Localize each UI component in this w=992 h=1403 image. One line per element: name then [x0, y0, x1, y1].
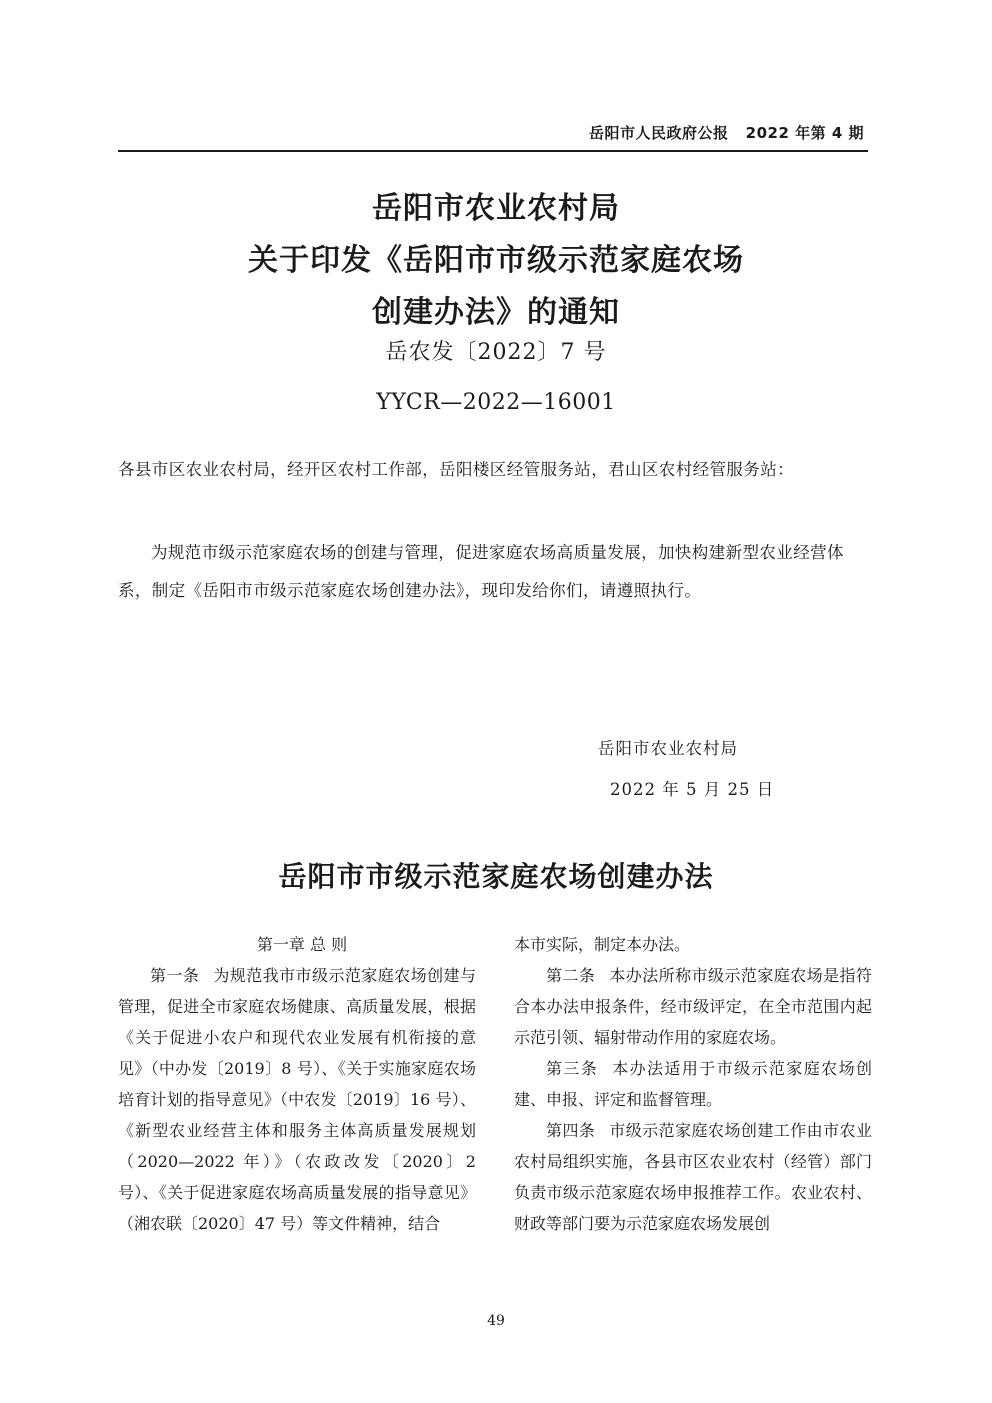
article-3 — [514, 1053, 872, 1115]
article-text: 本办法适用于市级示范家庭农场创建、申报、评定和监督管理。 — [514, 1059, 872, 1109]
page-number: 49 — [487, 1313, 505, 1329]
notice-body: 为规范市级示范家庭农场的创建与管理，促进家庭农场高质量发展，加快构建新型农业经营体系，制定《岳阳市市级示范家庭农场创建办法》，现印发给你们，请遵照执行。 — [118, 543, 844, 600]
notice-title-line: 岳阳市农业农村局 — [372, 191, 620, 226]
measures-title: 岳阳市市级示范家庭农场创建办法 — [278, 860, 714, 893]
addressee: 各县市区农业农村局，经开区农村工作部，岳阳楼区经管服务站，君山区农村经管服务站： — [118, 460, 794, 479]
article-2 — [514, 960, 872, 1053]
chapter-heading: 第一章 总 则 — [256, 935, 348, 954]
right-column — [514, 929, 872, 1239]
article-text: 市级示范家庭农场创建工作由市农业农村局组织实施，各县市区农业农村（经管）部门负责市级示范家庭农场申报推荐工作。农业农村、财政等部门要为示范家庭农场发展创 — [514, 1121, 872, 1233]
document-code: YYCR—2022—16001 — [376, 390, 616, 415]
document-number: 岳农发〔2022〕7 号 — [385, 340, 607, 365]
notice-title — [0, 183, 992, 339]
article-text: 本办法所称市级示范家庭农场是指符合本办法申报条件，经市级评定，在全市范围内起示范引领、辐射带动作用的家庭农场。 — [514, 966, 872, 1047]
notice-title-line: 创建办法》的通知 — [372, 295, 620, 330]
article-label: 第二条 — [546, 966, 596, 985]
article-label: 第三条 — [546, 1059, 599, 1078]
article-label: 第一条 — [150, 966, 200, 985]
page-header — [118, 120, 868, 152]
signature-organization: 岳阳市农业农村局 — [598, 739, 738, 758]
article-text: 为规范我市市级示范家庭农场创建与管理，促进全市家庭农场健康、高质量发展，根据《关于促进小农户和现代农业发展有机衔接的意见》（中办发〔2019〕8 号）、《关于实施家庭农场培育计划的指导意见》（中农发〔2019〕16 号）、《新型农业经营主体和服务主体高质量发展规划（2020—2022 年）》（农政改发〔2020〕2 号）、《关于促进家庭农场高质量发展的指导意见》（湘农联〔2020〕47 号）等文件精神，结合 — [118, 966, 476, 1233]
article-4 — [514, 1115, 872, 1239]
header-publication-issue: 岳阳市人民政府公报 2022 年第 4 期 — [588, 124, 864, 142]
article-1-continuation: 本市实际，制定本办法。 — [514, 935, 691, 954]
signature-date: 2022 年 5 月 25 日 — [610, 780, 775, 799]
left-column — [118, 929, 476, 1239]
article-label: 第四条 — [546, 1121, 596, 1140]
notice-title-line: 关于印发《岳阳市市级示范家庭农场 — [248, 243, 744, 278]
article-1 — [118, 960, 476, 1239]
